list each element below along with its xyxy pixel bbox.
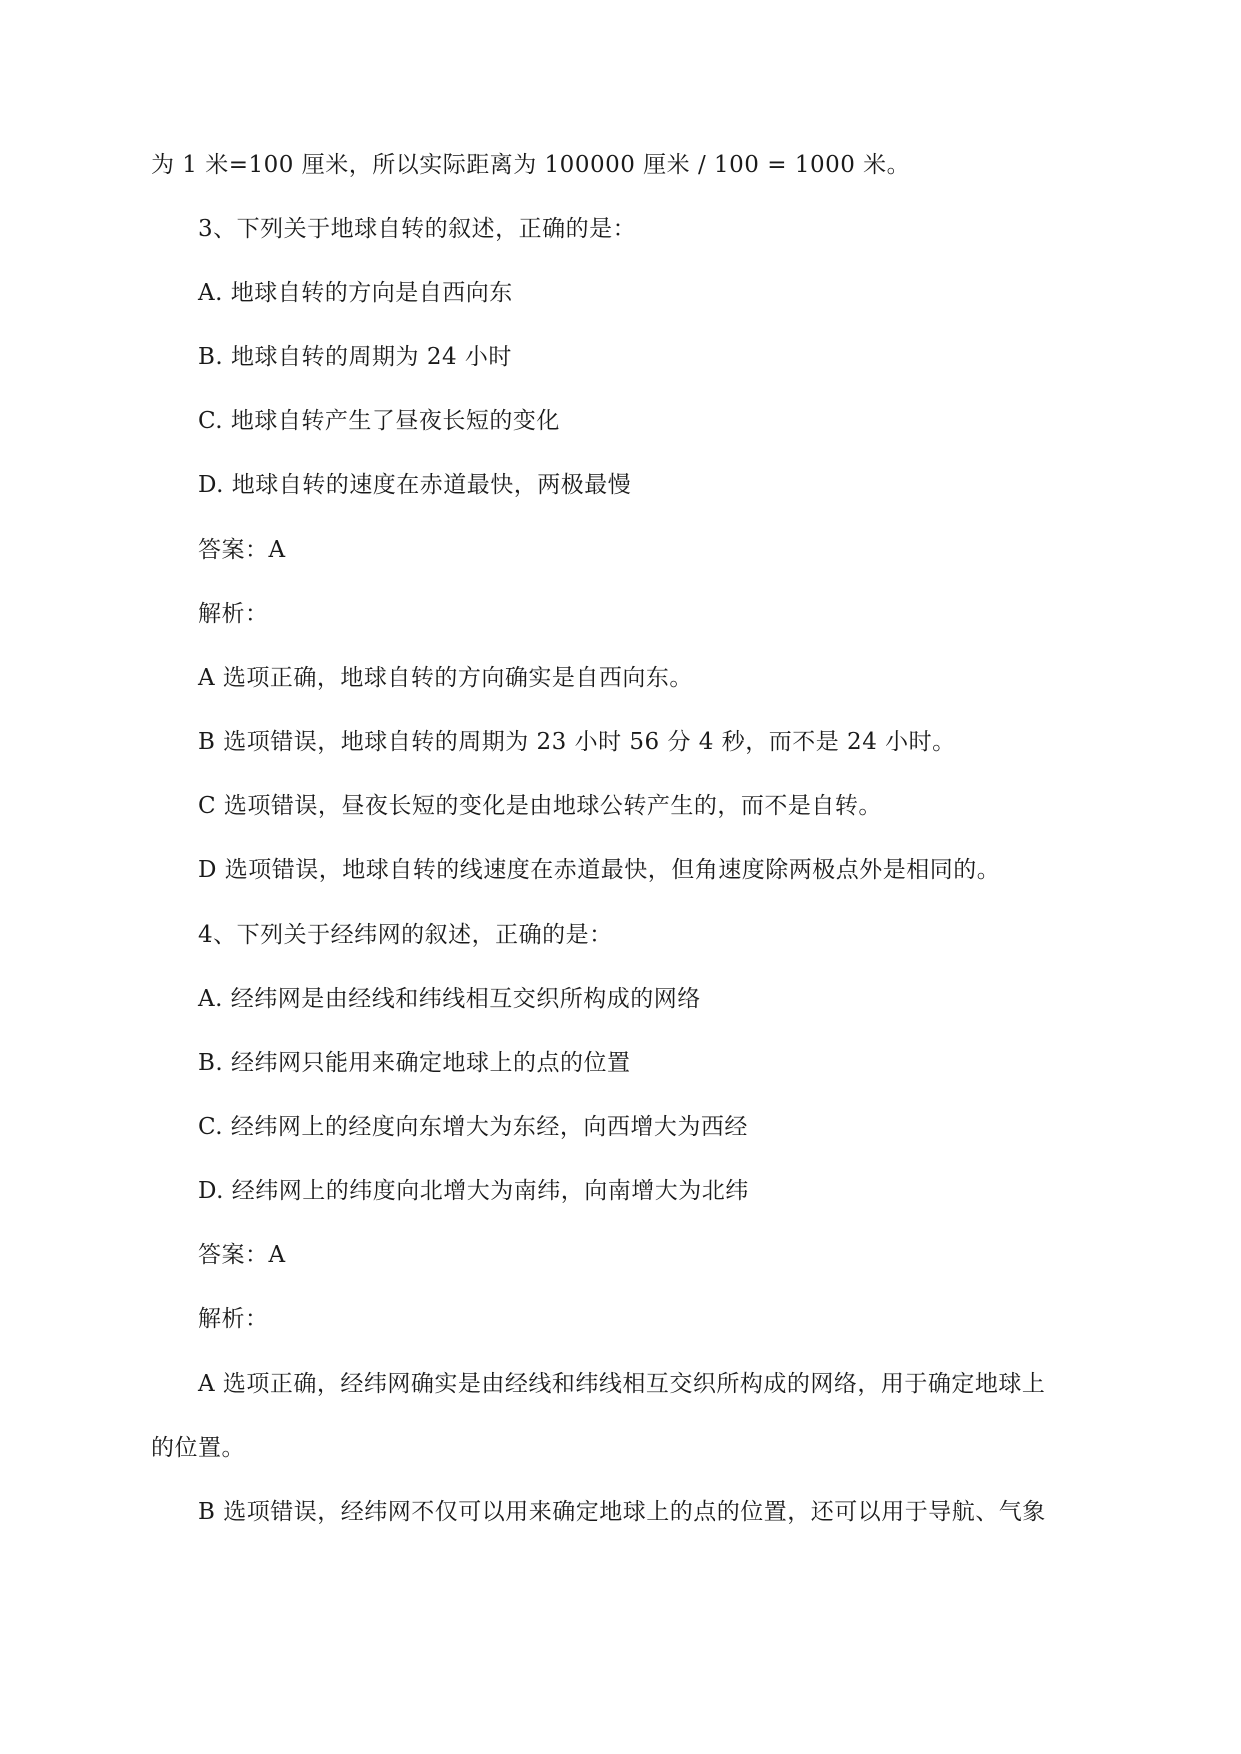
question-3-answer: 答案：A <box>198 537 286 563</box>
question-3-explanation-a: A 选项正确，地球自转的方向确实是自西向东。 <box>198 665 693 691</box>
question-4-explanation-heading: 解析： <box>198 1306 269 1332</box>
question-4-answer: 答案：A <box>198 1242 286 1268</box>
question-3-option-c: C. 地球自转产生了昼夜长短的变化 <box>198 408 560 434</box>
question-4-option-c: C. 经纬网上的经度向东增大为东经，向西增大为西经 <box>198 1114 748 1140</box>
question-4-explanation-a-continuation: 的位置。 <box>151 1435 245 1461</box>
question-3-explanation-c: C 选项错误，昼夜长短的变化是由地球公转产生的，而不是自转。 <box>198 793 882 819</box>
question-3-explanation-d: D 选项错误，地球自转的线速度在赤道最快，但角速度除两极点外是相同的。 <box>198 857 1001 883</box>
question-4-option-b: B. 经纬网只能用来确定地球上的点的位置 <box>198 1050 631 1076</box>
question-4-explanation-a: A 选项正确，经纬网确实是由经线和纬线相互交织所构成的网络，用于确定地球上 <box>198 1371 1046 1397</box>
question-3-option-b: B. 地球自转的周期为 24 小时 <box>198 344 512 370</box>
question-4-option-a: A. 经纬网是由经线和纬线相互交织所构成的网络 <box>198 986 701 1012</box>
question-3-option-a: A. 地球自转的方向是自西向东 <box>198 280 513 306</box>
question-3-explanation-b: B 选项错误，地球自转的周期为 23 小时 56 分 4 秒，而不是 24 小时。 <box>198 729 956 755</box>
question-3-option-d: D. 地球自转的速度在赤道最快，两极最慢 <box>198 472 632 498</box>
question-4-explanation-b: B 选项错误，经纬网不仅可以用来确定地球上的点的位置，还可以用于导航、气象 <box>198 1499 1046 1525</box>
text-line-continuation: 为 1 米=100 厘米，所以实际距离为 100000 厘米 / 100 = 1000 米。 <box>151 152 911 178</box>
question-4-option-d: D. 经纬网上的纬度向北增大为南纬，向南增大为北纬 <box>198 1178 749 1204</box>
question-4-stem: 4、下列关于经纬网的叙述，正确的是： <box>198 922 613 948</box>
question-3-explanation-heading: 解析： <box>198 601 269 627</box>
question-3-stem: 3、下列关于地球自转的叙述，正确的是： <box>198 216 637 242</box>
